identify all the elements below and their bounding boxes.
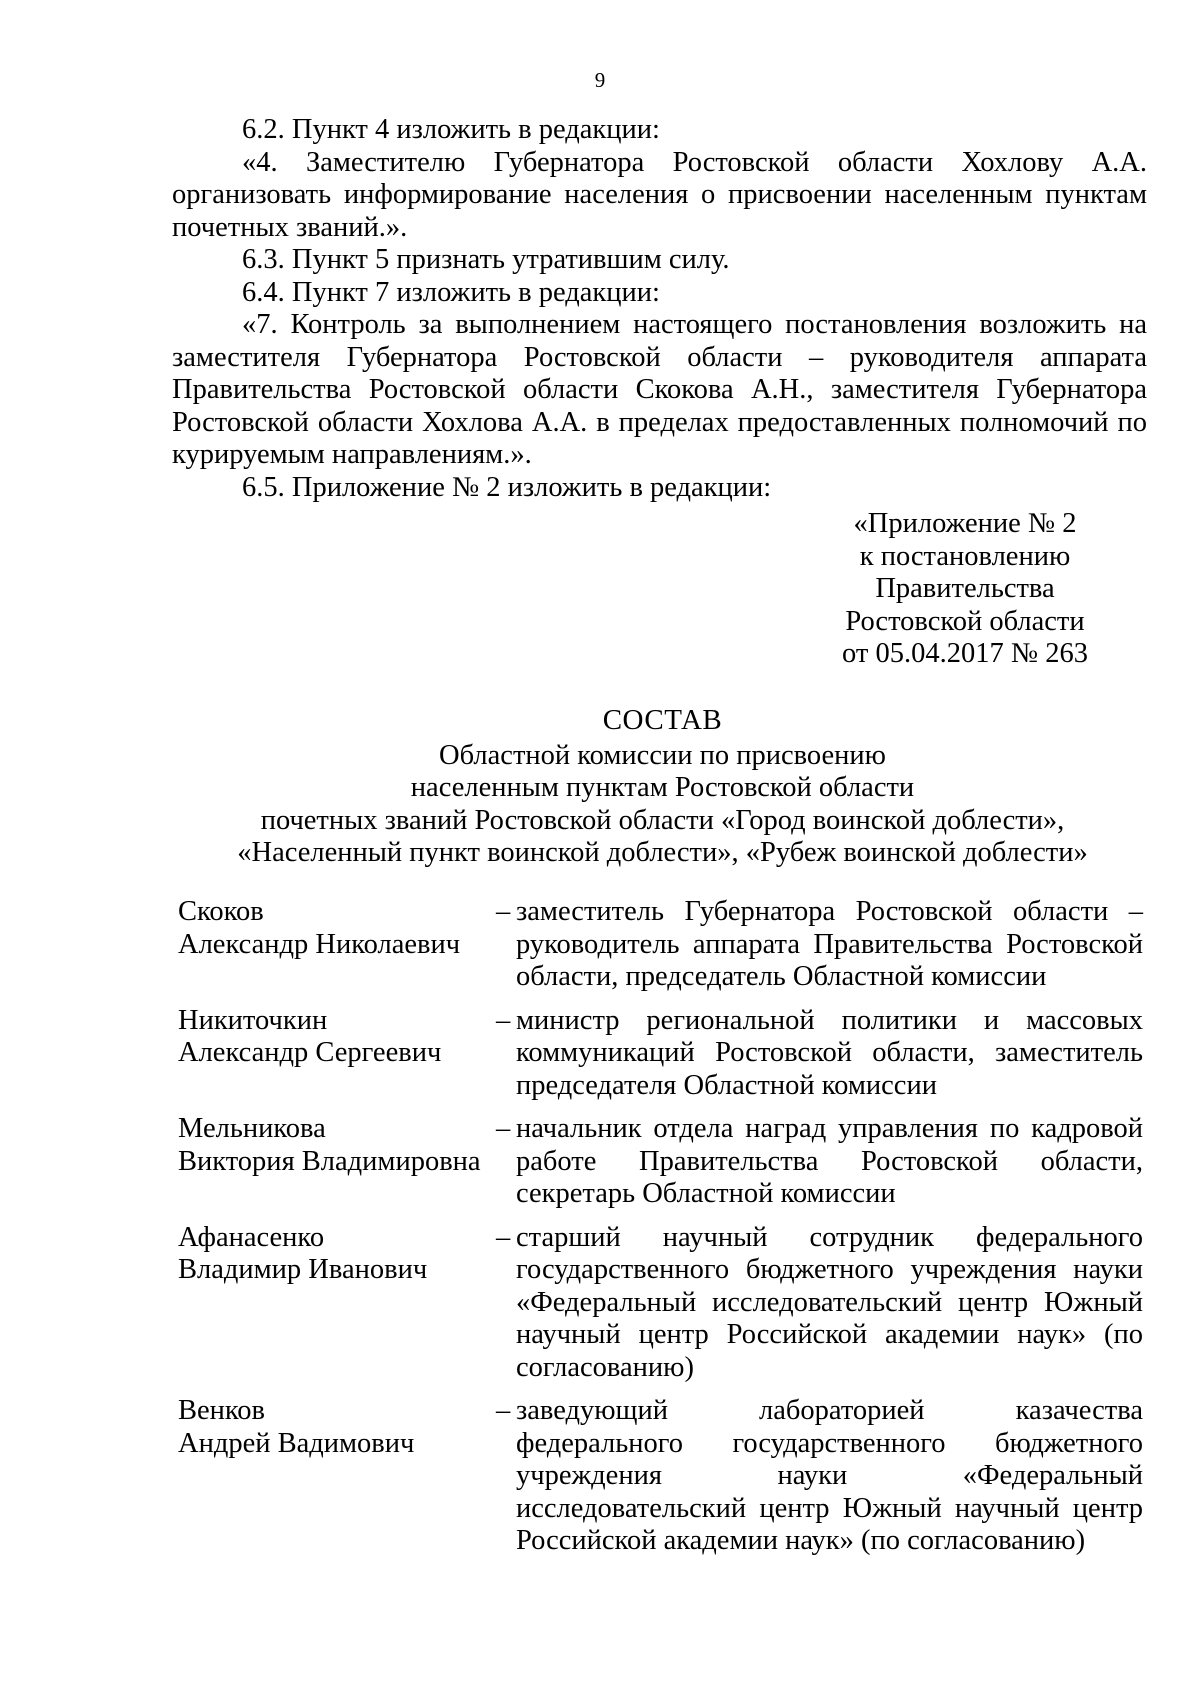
appendix-line: Ростовской области xyxy=(845,605,1085,637)
paragraph-6-4: 6.4. Пункт 7 изложить в редакции: xyxy=(242,276,660,308)
title-line: «Населенный пункт воинской доблести», «Рубеж воинской доблести» xyxy=(237,837,1088,868)
member-surname: Афанасенко xyxy=(178,1221,325,1253)
member-entry xyxy=(178,1395,1143,1558)
member-dash: – xyxy=(496,1113,511,1144)
member-surname: Скоков xyxy=(178,896,264,927)
composition-title xyxy=(0,704,1200,870)
member-role: заведующий лабораторией казачества федерального государственного бюджетного учреждения науки «Федеральный исследовательский центр Южный научный центр Российской академии наук» (по согласованию) xyxy=(516,1395,1143,1556)
member-surname: Никиточкин xyxy=(178,1004,328,1036)
member-dash: – xyxy=(496,1221,511,1253)
member-role: заместитель Губернатора Ростовской области – руководитель аппарата Правительства Ростовской области, председатель Областной комиссии xyxy=(516,896,1143,992)
member-surname: Венков xyxy=(178,1395,266,1426)
page-number: 9 xyxy=(594,68,606,92)
paragraph-point-4-text: «4. Заместителю Губернатора Ростовской области Хохлову А.А. организовать информирование населения о присвоении населенным пунктам почетных званий.». xyxy=(172,146,1147,243)
member-role: старший научный сотрудник федерального государственного бюджетного учреждения науки «Федеральный исследовательский центр Южный научный центр Российской академии наук» (по согласованию) xyxy=(516,1221,1143,1383)
member-name xyxy=(178,1005,496,1103)
member-surname: Мельникова xyxy=(178,1113,326,1144)
paragraph-6-5: 6.5. Приложение № 2 изложить в редакции: xyxy=(242,471,772,503)
paragraph-6-3: 6.3. Пункт 5 признать утратившим силу. xyxy=(242,244,730,275)
member-role: министр региональной политики и массовых коммуникаций Ростовской области, заместитель председателя Областной комиссии xyxy=(516,1004,1143,1101)
member-name xyxy=(178,896,496,994)
title-heading: СОСТАВ xyxy=(602,704,723,736)
appendix-line: «Приложение № 2 xyxy=(853,508,1077,539)
member-dash: – xyxy=(496,1004,511,1036)
member-dash: – xyxy=(496,896,511,927)
member-given-names: Александр Николаевич xyxy=(178,928,461,960)
member-entry xyxy=(178,1005,1143,1103)
title-line: населенным пунктам Ростовской области xyxy=(410,772,915,803)
member-entry xyxy=(178,1113,1143,1211)
title-line: Областной комиссии по присвоению xyxy=(439,739,886,771)
member-given-names: Андрей Вадимович xyxy=(178,1427,415,1459)
member-name xyxy=(178,1395,496,1558)
member-name xyxy=(178,1222,496,1385)
paragraph-6-2: 6.2. Пункт 4 изложить в редакции: xyxy=(242,114,660,145)
paragraph-point-7-text: «7. Контроль за выполнением настоящего постановления возложить на заместителя Губернатора Ростовской области – руководителя аппарата Правительства Ростовской области Скокова А.Н., заместителя Губернатора Ростовской области Хохлова А.А. в пределах предоставленных полномочий по курируемым направлениям.». xyxy=(172,309,1147,470)
members-list xyxy=(178,896,1143,1569)
member-name xyxy=(178,1113,496,1211)
member-dash: – xyxy=(496,1395,511,1426)
member-role: начальник отдела наград управления по кадровой работе Правительства Ростовской области, секретарь Областной комиссии xyxy=(516,1113,1143,1209)
title-line: почетных званий Ростовской области «Город воинской доблести», xyxy=(260,804,1065,836)
member-entry xyxy=(178,1222,1143,1385)
member-given-names: Александр Сергеевич xyxy=(178,1037,442,1068)
body-text xyxy=(172,114,1147,504)
appendix-line: к постановлению xyxy=(859,540,1071,572)
member-entry xyxy=(178,896,1143,994)
appendix-line: от 05.04.2017 № 263 xyxy=(842,638,1088,669)
appendix-line: Правительства xyxy=(875,573,1055,604)
member-given-names: Виктория Владимировна xyxy=(178,1145,481,1177)
member-given-names: Владимир Иванович xyxy=(178,1254,428,1285)
appendix-header xyxy=(815,508,1115,671)
